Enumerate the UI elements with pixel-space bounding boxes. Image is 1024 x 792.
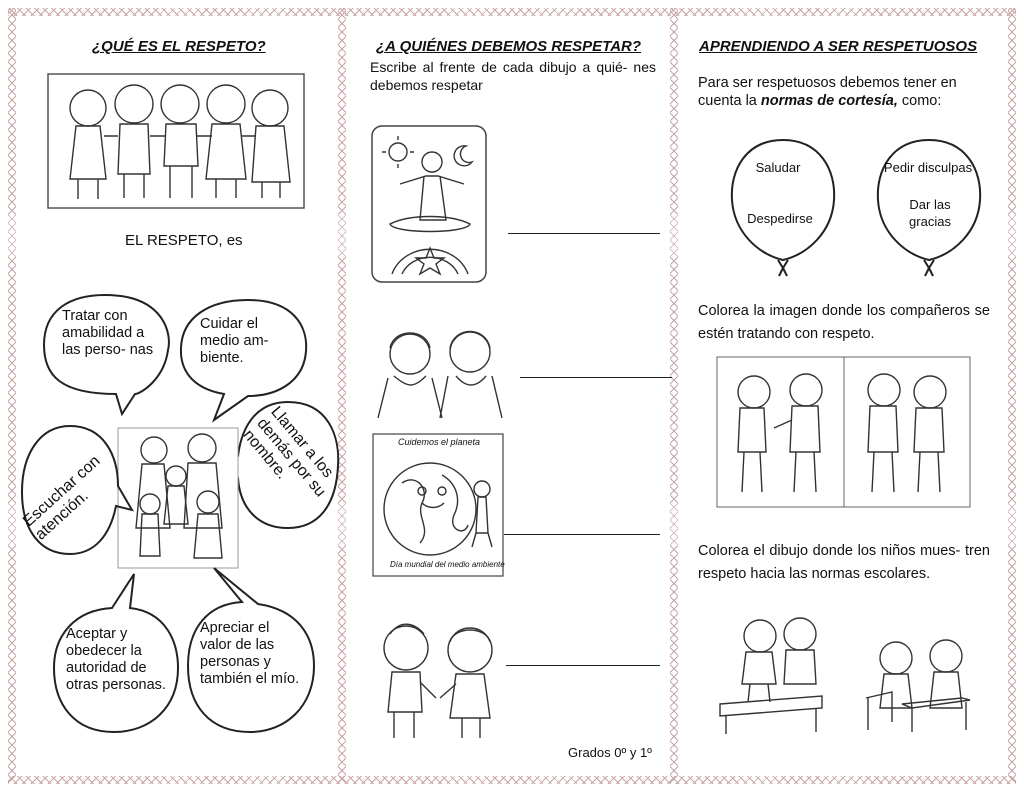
answer-line-3[interactable] (504, 534, 660, 535)
balloon-greet (728, 136, 838, 278)
courtesy-intro-end: como: (897, 93, 942, 109)
balloon-apologize-text: Pedir disculpas (883, 160, 973, 175)
courtesy-intro-text: Para ser respetuosos debemos tener en cuenta la (698, 75, 957, 109)
bubble-text-environment: Cuidar el medio am- biente. (200, 316, 269, 366)
task-respect-image: Colorea la imagen donde los compañeros se estén tratando con respeto. (698, 303, 990, 342)
courtesy-norms-emphasis: normas de cortesía, (760, 93, 898, 109)
creation-illustration (370, 124, 488, 284)
family-illustration (118, 428, 238, 568)
school-norms-illustration[interactable] (716, 612, 982, 736)
col2-heading: ¿A QUIÉNES DEBEMOS RESPETAR? (376, 38, 642, 55)
page-border-right (1008, 8, 1016, 784)
task-school-norms: Colorea el dibujo donde los niños mues- tren respeto hacia las normas escolares. (698, 543, 990, 582)
bubble-text-kindness: Tratar con amabilidad a las perso- nas (62, 308, 154, 358)
page-border-left (8, 8, 16, 784)
col2-instruction: Escribe al frente de cada dibujo a quié- nes debemos respetar (370, 59, 656, 93)
answer-line-1[interactable] (508, 233, 660, 234)
bubble-text-names: Llamar a los demás por su nombre. (239, 403, 337, 501)
bubble-text-values: Apreciar el valor de las personas y también el mío. (200, 620, 300, 687)
friends-illustration (370, 620, 506, 742)
bubble-text-listening: Escuchar con atención. (20, 452, 104, 544)
globe-caption-top: Cuidemos el planeta (398, 437, 481, 447)
col3-heading: APRENDIENDO A SER RESPETUOSOS (699, 38, 978, 55)
balloon-greet-text: Saludar (755, 160, 801, 175)
answer-line-2[interactable] (520, 377, 672, 378)
col1-heading: ¿QUÉ ES EL RESPETO? (92, 38, 266, 55)
balloon-farewell-text: Despedirse (747, 211, 813, 226)
globe-caption-bottom: Día mundial del medio ambiente (390, 560, 505, 569)
speech-bubble-listening (14, 420, 124, 560)
balloon-thanks-text: Dar las gracias (909, 197, 951, 229)
children-group-illustration (48, 74, 304, 208)
page-border-top (8, 8, 1016, 16)
bubble-text-authority: Aceptar y obedecer la autoridad de otras personas. (66, 626, 166, 693)
courtesy-intro (698, 74, 988, 110)
speech-bubble-authority (50, 572, 180, 740)
planet-illustration (372, 433, 504, 577)
speech-bubble-names (228, 396, 340, 536)
parents-illustration (368, 318, 510, 418)
speech-bubble-kindness (40, 290, 170, 420)
speech-bubble-values (184, 566, 318, 742)
classmates-respect-illustration[interactable] (716, 356, 972, 512)
answer-line-4[interactable] (506, 665, 660, 666)
respeto-intro: EL RESPETO, es (125, 232, 243, 249)
page-border-bottom (8, 776, 1016, 784)
column-divider-2 (670, 8, 678, 784)
grade-footer: Grados 0º y 1º (568, 745, 652, 760)
